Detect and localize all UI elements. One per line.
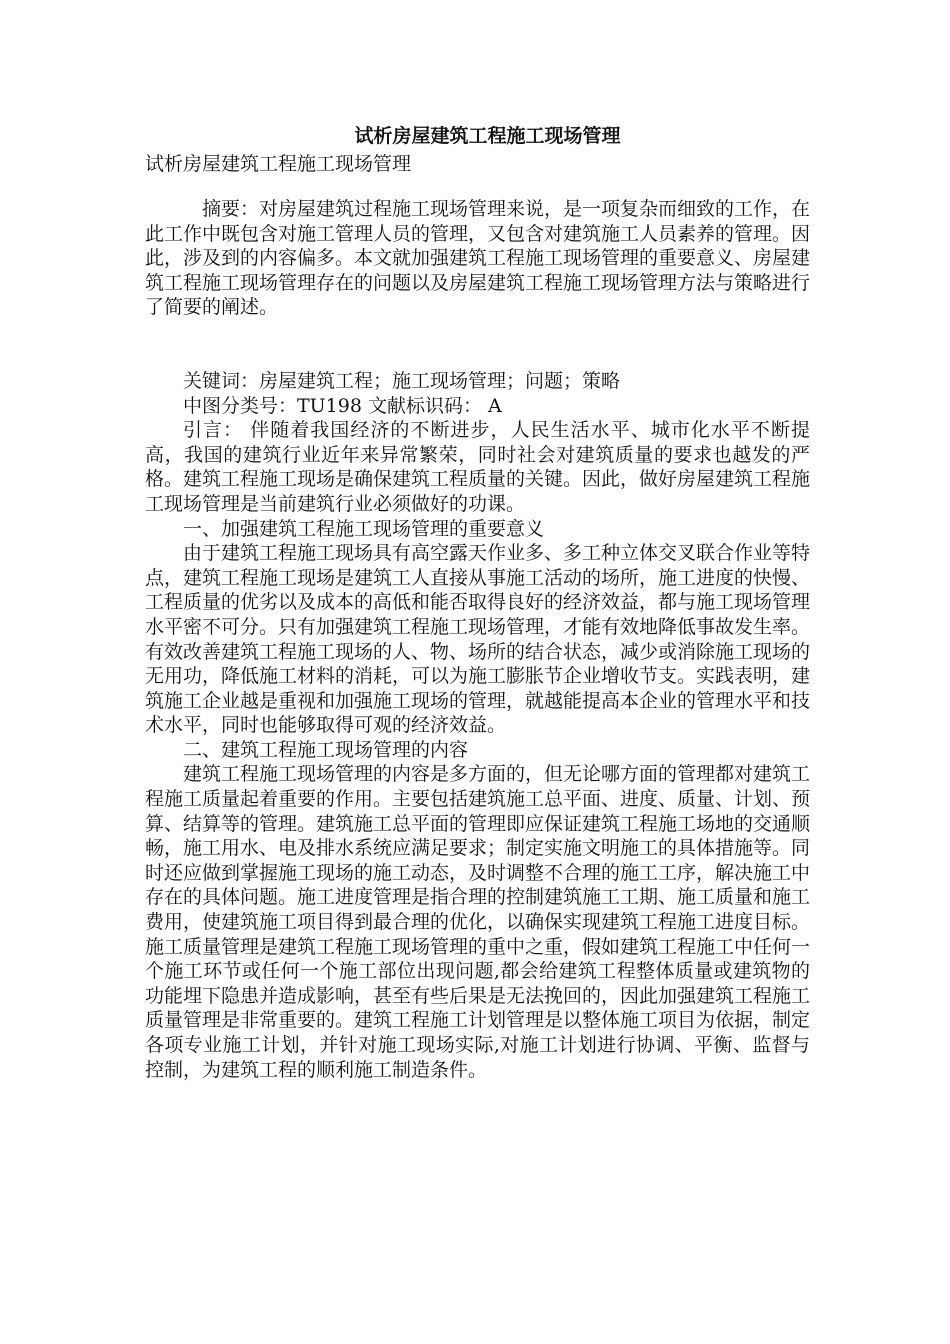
- section1-heading: 一、加强建筑工程施工现场管理的重要意义: [183, 517, 545, 540]
- abstract-paragraph: 摘要：对房屋建筑过程施工现场管理来说，是一项复杂而细致的工作，在此工作中既包含对施工管理人员的管理，又包含对建筑施工人员素养的管理。因此，涉及到的内容偏多。本文就加强建筑工程施工现场管理的重要意义、房屋建筑工程施工现场管理存在的问题以及房屋建筑工程施工现场管理方法与策略进行了简要的阐述。: [145, 198, 811, 319]
- keywords-line: 关键词：房屋建筑工程；施工现场管理；问题；策略: [183, 369, 621, 392]
- intro-paragraph: 引言： 伴随着我国经济的不断进步，人民生活水平、城市化水平不断提高，我国的建筑行业近年来异常繁荣，同时社会对建筑质量的要求也越发的严格。建筑工程施工现场是确保建筑工程质量的关键。因此，做好房屋建筑工程施工现场管理是当前建筑行业必须做好的功课。: [145, 419, 811, 515]
- document-subtitle: 试析房屋建筑工程施工现场管理: [145, 153, 412, 175]
- section-spacer: [145, 320, 810, 369]
- document-page: [145, 120, 810, 1082]
- classification-line: 中图分类号：TU198 文献标识码： A: [183, 394, 502, 417]
- document-title: 试析房屋建筑工程施工现场管理: [354, 125, 621, 147]
- section2-paragraph: 建筑工程施工现场管理的内容是多方面的，但无论哪方面的管理都对建筑工程施工质量起着重要的作用。主要包括建筑施工总平面、进度、质量、计划、预算、结算等的管理。建筑施工总平面的管理即应保证建筑工程施工场地的交通顺畅，施工用水、电及排水系统应满足要求；制定实施文明施工的具体措施等。同时还应做到掌握施工现场的施工动态，及时调整不合理的施工工序，解决施工中存在的具体问题。施工进度管理是指合理的控制建筑施工工期、施工质量和施工费用，使建筑施工项目得到最合理的优化，以确保实现建筑工程施工进度目标。施工质量管理是建筑工程施工现场管理的重中之重，假如建筑工程施工中任何一个施工环节或任何一个施工部位出现问题,都会给建筑工程整体质量或建筑物的功能埋下隐患并造成影响，甚至有些后果是无法挽回的，因此加强建筑工程施工质量管理是非常重要的。建筑工程施工计划管理是以整体施工项目为依据，制定各项专业施工计划，并针对施工现场实际,对施工计划进行协调、平衡、监督与控制，为建筑工程的顺利施工制造条件。: [145, 763, 811, 1081]
- section2-heading: 二、建筑工程施工现场管理的内容: [183, 738, 469, 761]
- section1-paragraph: 由于建筑工程施工现场具有高空露天作业多、多工种立体交叉联合作业等特点，建筑工程施工现场是建筑工人直接从事施工活动的场所，施工进度的快慢、工程质量的优劣以及成本的高低和能否取得良好的经济效益，都与施工现场管理水平密不可分。只有加强建筑工程施工现场管理，才能有效地降低事故发生率。有效改善建筑工程施工现场的人、物、场所的结合状态，减少或消除施工现场的无用功，降低施工材料的消耗，可以为施工膨胀节企业增收节支。实践表明，建筑施工企业越是重视和加强施工现场的管理，就越能提高本企业的管理水平和技术水平，同时也能够取得可观的经济效益。: [145, 542, 811, 737]
